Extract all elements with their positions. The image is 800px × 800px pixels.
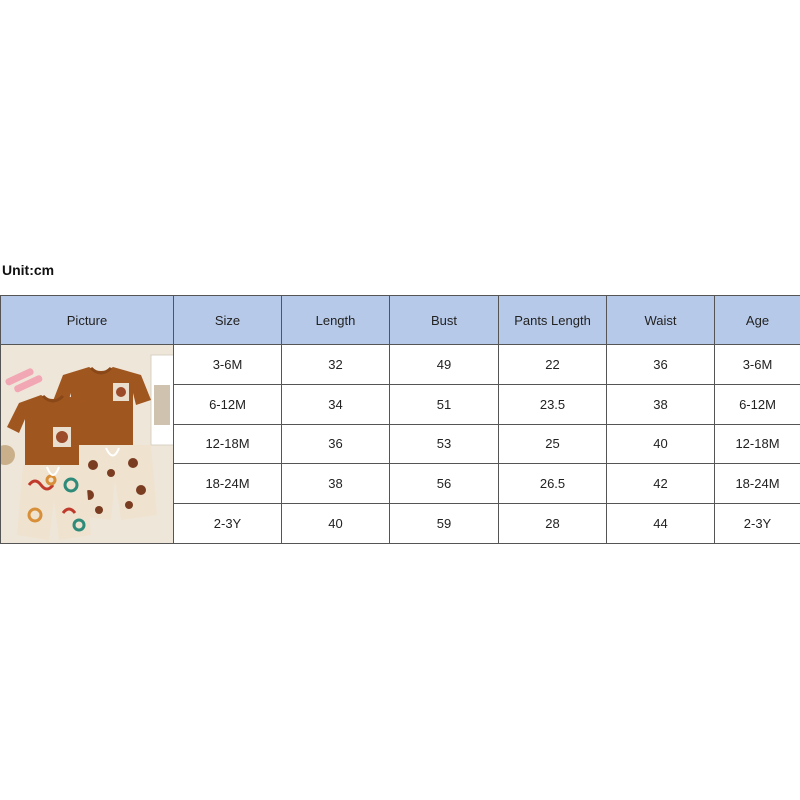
cell-pants-length: 22 [499,345,607,385]
cell-pants-length: 23.5 [499,384,607,424]
cell-size: 2-3Y [174,504,282,544]
header-row [1,296,800,345]
size-chart-table [0,295,800,544]
cell-age: 18-24M [715,464,800,504]
table-row [1,345,800,385]
toddler-outfit-photo-icon [1,345,174,543]
header-bust: Bust [390,296,499,345]
cell-length: 34 [282,384,390,424]
cell-age: 3-6M [715,345,800,385]
unit-label: Unit:cm [2,262,55,278]
cell-age: 6-12M [715,384,800,424]
cell-waist: 38 [607,384,715,424]
cell-length: 40 [282,504,390,544]
cell-bust: 59 [390,504,499,544]
cell-pants-length: 25 [499,424,607,464]
cell-bust: 53 [390,424,499,464]
cell-waist: 36 [607,345,715,385]
cell-length: 38 [282,464,390,504]
cell-size: 18-24M [174,464,282,504]
cell-length: 32 [282,345,390,385]
product-picture [1,345,174,544]
header-size: Size [174,296,282,345]
cell-length: 36 [282,424,390,464]
cell-age: 2-3Y [715,504,800,544]
header-waist: Waist [607,296,715,345]
cell-waist: 42 [607,464,715,504]
cell-bust: 49 [390,345,499,385]
cell-age: 12-18M [715,424,800,464]
cell-pants-length: 28 [499,504,607,544]
header-pants-length: Pants Length [499,296,607,345]
header-picture: Picture [1,296,174,345]
cell-bust: 56 [390,464,499,504]
cell-size: 3-6M [174,345,282,385]
cell-waist: 40 [607,424,715,464]
cell-pants-length: 26.5 [499,464,607,504]
header-length: Length [282,296,390,345]
header-age: Age [715,296,800,345]
cell-size: 12-18M [174,424,282,464]
cell-waist: 44 [607,504,715,544]
cell-bust: 51 [390,384,499,424]
cell-size: 6-12M [174,384,282,424]
